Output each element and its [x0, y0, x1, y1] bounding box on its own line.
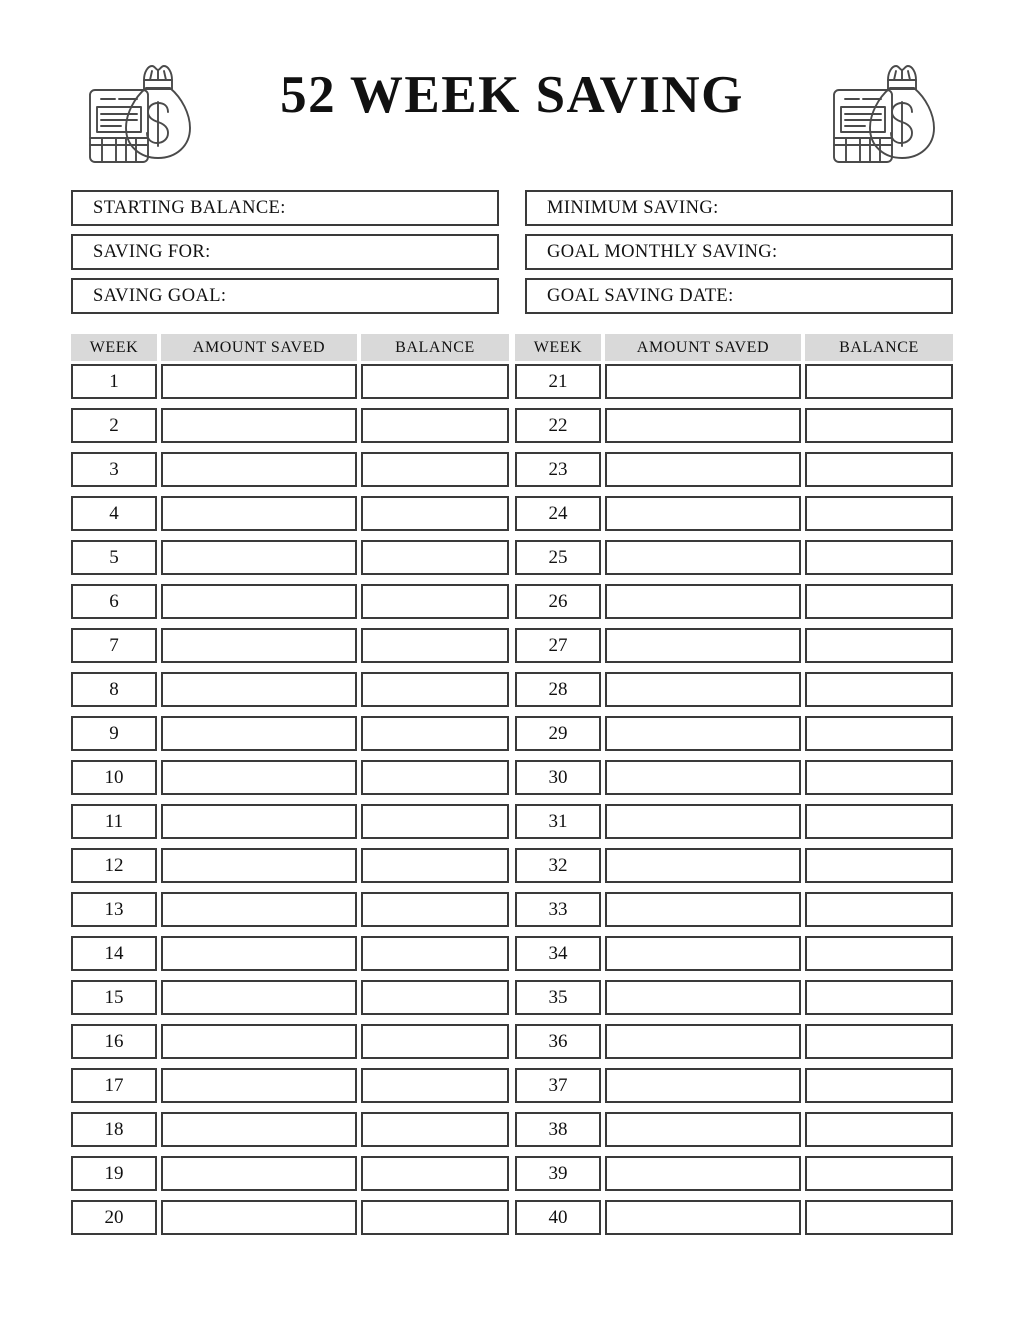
amount-saved-input[interactable] [161, 1024, 357, 1059]
balance-input[interactable] [805, 672, 953, 707]
balance-input[interactable] [361, 716, 509, 751]
amount-saved-input[interactable] [161, 452, 357, 487]
amount-saved-input[interactable] [605, 848, 801, 883]
week-number-cell: 39 [515, 1156, 601, 1191]
amount-saved-input[interactable] [161, 408, 357, 443]
table-row [71, 980, 509, 1015]
table-row [71, 452, 509, 487]
table-row [71, 1068, 509, 1103]
table-row [515, 1112, 953, 1147]
field-saving-goal[interactable] [71, 278, 499, 314]
amount-saved-input[interactable] [605, 892, 801, 927]
table-row [71, 584, 509, 619]
amount-saved-input[interactable] [605, 628, 801, 663]
balance-input[interactable] [361, 804, 509, 839]
week-number-cell: 24 [515, 496, 601, 531]
week-number-cell: 5 [71, 540, 157, 575]
amount-saved-input[interactable] [161, 540, 357, 575]
week-number-cell: 18 [71, 1112, 157, 1147]
table-row [515, 716, 953, 751]
savings-tracker-tables [71, 334, 953, 1244]
balance-input[interactable] [805, 1156, 953, 1191]
table-row [515, 1156, 953, 1191]
amount-saved-input[interactable] [605, 1200, 801, 1235]
amount-saved-input[interactable] [605, 540, 801, 575]
balance-input[interactable] [361, 496, 509, 531]
table-row [515, 628, 953, 663]
balance-input[interactable] [805, 452, 953, 487]
week-number-cell: 20 [71, 1200, 157, 1235]
amount-saved-input[interactable] [605, 980, 801, 1015]
week-number-cell: 30 [515, 760, 601, 795]
week-number-cell: 17 [71, 1068, 157, 1103]
table-row [515, 364, 953, 399]
table-row [515, 1068, 953, 1103]
amount-saved-input[interactable] [161, 364, 357, 399]
balance-input[interactable] [361, 936, 509, 971]
amount-saved-input[interactable] [161, 892, 357, 927]
field-label: SAVING FOR: [93, 241, 211, 262]
amount-saved-input[interactable] [605, 672, 801, 707]
amount-saved-input[interactable] [161, 804, 357, 839]
table-row [515, 408, 953, 443]
table-row [515, 804, 953, 839]
info-row [71, 234, 953, 270]
amount-saved-input[interactable] [161, 628, 357, 663]
amount-saved-input[interactable] [161, 672, 357, 707]
table-row [71, 1200, 509, 1235]
table-row [515, 760, 953, 795]
field-starting-balance[interactable] [71, 190, 499, 226]
week-number-cell: 8 [71, 672, 157, 707]
table-row [71, 672, 509, 707]
week-number-cell: 22 [515, 408, 601, 443]
table-row [71, 804, 509, 839]
balance-input[interactable] [805, 628, 953, 663]
week-number-cell: 19 [71, 1156, 157, 1191]
week-number-cell: 15 [71, 980, 157, 1015]
amount-saved-input[interactable] [161, 496, 357, 531]
page-header [0, 48, 1024, 174]
week-table-weeks-21-40 [515, 334, 953, 1244]
week-number-cell: 35 [515, 980, 601, 1015]
balance-input[interactable] [361, 364, 509, 399]
balance-input[interactable] [805, 760, 953, 795]
week-number-cell: 16 [71, 1024, 157, 1059]
week-number-cell: 6 [71, 584, 157, 619]
balance-input[interactable] [361, 1112, 509, 1147]
column-header-week: WEEK [515, 334, 601, 361]
week-number-cell: 28 [515, 672, 601, 707]
table-header-row [515, 334, 953, 361]
balance-input[interactable] [805, 496, 953, 531]
column-header-week: WEEK [71, 334, 157, 361]
table-row [71, 1112, 509, 1147]
balance-input[interactable] [361, 760, 509, 795]
amount-saved-input[interactable] [605, 1068, 801, 1103]
balance-input[interactable] [805, 804, 953, 839]
balance-input[interactable] [805, 408, 953, 443]
week-number-cell: 29 [515, 716, 601, 751]
week-number-cell: 25 [515, 540, 601, 575]
table-row [71, 760, 509, 795]
balance-input[interactable] [805, 364, 953, 399]
balance-input[interactable] [805, 540, 953, 575]
amount-saved-input[interactable] [605, 364, 801, 399]
week-number-cell: 9 [71, 716, 157, 751]
week-number-cell: 23 [515, 452, 601, 487]
table-row [515, 452, 953, 487]
table-row [71, 892, 509, 927]
balance-input[interactable] [361, 980, 509, 1015]
column-header-balance: BALANCE [805, 334, 953, 361]
table-header-row [71, 334, 509, 361]
table-row [71, 364, 509, 399]
amount-saved-input[interactable] [605, 936, 801, 971]
column-header-balance: BALANCE [361, 334, 509, 361]
amount-saved-input[interactable] [605, 1112, 801, 1147]
balance-input[interactable] [805, 1068, 953, 1103]
table-row [515, 496, 953, 531]
week-number-cell: 3 [71, 452, 157, 487]
week-number-cell: 26 [515, 584, 601, 619]
field-goal-monthly-saving[interactable] [525, 234, 953, 270]
amount-saved-input[interactable] [605, 1024, 801, 1059]
week-number-cell: 32 [515, 848, 601, 883]
table-row [71, 496, 509, 531]
week-number-cell: 1 [71, 364, 157, 399]
week-number-cell: 38 [515, 1112, 601, 1147]
balance-input[interactable] [361, 584, 509, 619]
field-label: MINIMUM SAVING: [547, 197, 719, 218]
balance-input[interactable] [361, 1156, 509, 1191]
amount-saved-input[interactable] [161, 848, 357, 883]
table-row [71, 1024, 509, 1059]
week-number-cell: 36 [515, 1024, 601, 1059]
table-row [515, 980, 953, 1015]
balance-input[interactable] [805, 936, 953, 971]
balance-input[interactable] [361, 672, 509, 707]
savings-info-form [71, 190, 953, 322]
table-row [71, 936, 509, 971]
table-row [71, 716, 509, 751]
amount-saved-input[interactable] [161, 980, 357, 1015]
field-saving-for[interactable] [71, 234, 499, 270]
balance-input[interactable] [361, 1024, 509, 1059]
table-row [71, 408, 509, 443]
week-number-cell: 14 [71, 936, 157, 971]
week-number-cell: 10 [71, 760, 157, 795]
amount-saved-input[interactable] [605, 584, 801, 619]
balance-input[interactable] [805, 584, 953, 619]
week-number-cell: 34 [515, 936, 601, 971]
field-label: GOAL SAVING DATE: [547, 285, 734, 306]
amount-saved-input[interactable] [605, 716, 801, 751]
week-number-cell: 37 [515, 1068, 601, 1103]
week-number-cell: 7 [71, 628, 157, 663]
money-bag-calculator-icon [820, 52, 948, 170]
balance-input[interactable] [361, 408, 509, 443]
amount-saved-input[interactable] [161, 1200, 357, 1235]
field-minimum-saving[interactable] [525, 190, 953, 226]
balance-input[interactable] [805, 848, 953, 883]
table-row [71, 1156, 509, 1191]
field-label: STARTING BALANCE: [93, 197, 286, 218]
field-label: SAVING GOAL: [93, 285, 227, 306]
balance-input[interactable] [361, 892, 509, 927]
table-row [515, 672, 953, 707]
table-row [515, 540, 953, 575]
balance-input[interactable] [805, 980, 953, 1015]
week-number-cell: 12 [71, 848, 157, 883]
balance-input[interactable] [805, 1024, 953, 1059]
week-number-cell: 11 [71, 804, 157, 839]
table-row [515, 1200, 953, 1235]
amount-saved-input[interactable] [605, 1156, 801, 1191]
money-bag-calculator-icon [76, 52, 204, 170]
balance-input[interactable] [361, 628, 509, 663]
balance-input[interactable] [361, 540, 509, 575]
amount-saved-input[interactable] [605, 408, 801, 443]
column-header-amount: AMOUNT SAVED [161, 334, 357, 361]
balance-input[interactable] [361, 848, 509, 883]
week-number-cell: 13 [71, 892, 157, 927]
table-row [515, 1024, 953, 1059]
week-number-cell: 2 [71, 408, 157, 443]
table-row [71, 540, 509, 575]
info-row [71, 278, 953, 314]
amount-saved-input[interactable] [161, 760, 357, 795]
balance-input[interactable] [805, 1200, 953, 1235]
balance-input[interactable] [805, 716, 953, 751]
column-header-amount: AMOUNT SAVED [605, 334, 801, 361]
balance-input[interactable] [361, 1068, 509, 1103]
amount-saved-input[interactable] [161, 584, 357, 619]
amount-saved-input[interactable] [605, 452, 801, 487]
amount-saved-input[interactable] [605, 760, 801, 795]
week-table-weeks-1-20 [71, 334, 509, 1244]
amount-saved-input[interactable] [161, 1156, 357, 1191]
week-number-cell: 40 [515, 1200, 601, 1235]
table-row [71, 628, 509, 663]
amount-saved-input[interactable] [605, 496, 801, 531]
amount-saved-input[interactable] [161, 716, 357, 751]
amount-saved-input[interactable] [161, 1068, 357, 1103]
table-row [515, 584, 953, 619]
amount-saved-input[interactable] [605, 804, 801, 839]
field-goal-saving-date[interactable] [525, 278, 953, 314]
week-number-cell: 21 [515, 364, 601, 399]
balance-input[interactable] [361, 1200, 509, 1235]
week-number-cell: 27 [515, 628, 601, 663]
balance-input[interactable] [361, 452, 509, 487]
page-title: 52 WEEK SAVING [280, 65, 744, 124]
table-row [515, 892, 953, 927]
table-row [71, 848, 509, 883]
week-number-cell: 4 [71, 496, 157, 531]
field-label: GOAL MONTHLY SAVING: [547, 241, 778, 262]
week-number-cell: 31 [515, 804, 601, 839]
balance-input[interactable] [805, 892, 953, 927]
table-row [515, 936, 953, 971]
week-number-cell: 33 [515, 892, 601, 927]
info-row [71, 190, 953, 226]
balance-input[interactable] [805, 1112, 953, 1147]
amount-saved-input[interactable] [161, 1112, 357, 1147]
amount-saved-input[interactable] [161, 936, 357, 971]
table-row [515, 848, 953, 883]
